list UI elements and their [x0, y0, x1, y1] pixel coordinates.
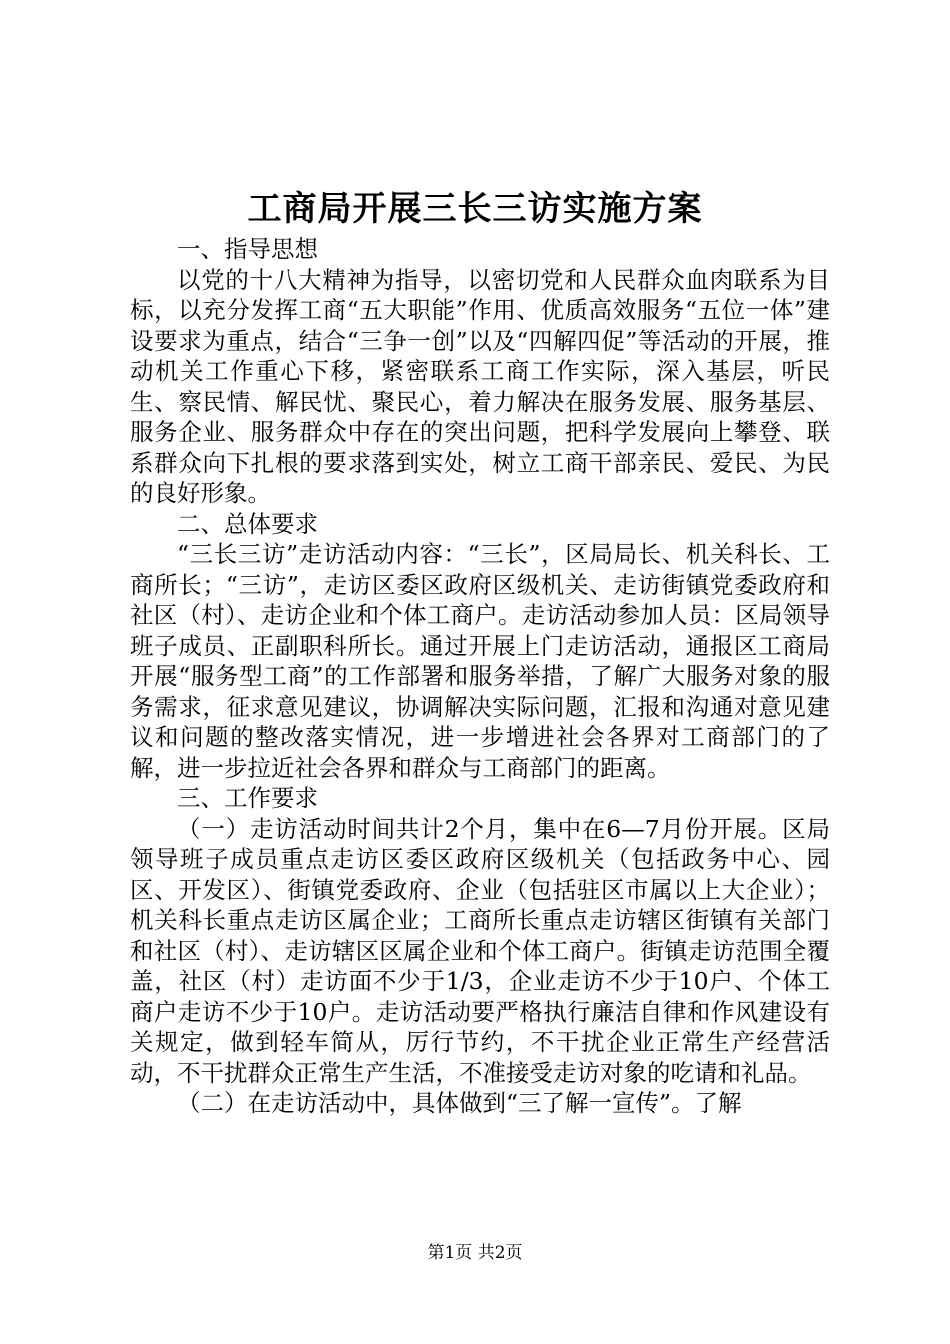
section-heading: 二、总体要求 — [177, 509, 318, 538]
section-heading: 三、工作要求 — [177, 784, 318, 812]
body-paragraph: 以党的十八大精神为指导，以密切党和人民群众血肉联系为目标，以充分发挥工商“五大职能”作用、优质高效服务“五位一体”建设要求为重点，结合“三争一创”以及“四解四促”等活动的开展，推动机关工作重心下移，紧密联系工商工作实际，深入基层，听民生、察民情、解民忧、聚民心，着力解决在服务发展、服务基层、服务企业、服务群众中存在的突出问题，把科学发展向上攀登、联系群众向下扎根的要求落到实处，树立工商干部亲民、爱民、为民的良好形象。 — [130, 265, 830, 507]
page-number: 第1页 共2页 — [427, 1243, 523, 1263]
document-body — [130, 234, 830, 1119]
body-paragraph: “三长三访”走访活动内容：“三长”，区局局长、机关科长、工商所长；“三访”，走访区委区政府区级机关、走访街镇党委政府和社区（村）、走访企业和个体工商户。走访活动参加人员：区局领导班子成员、正副职科所长。通过开展上门走访活动，通报区工商局开展“服务型工商”的工作部署和服务举措，了解广大服务对象的服务需求，征求意见建议，协调解决实际问题，汇报和沟通对意见建议和问题的整改落实情况，进一步增进社会各界对工商部门的了解，进一步拉近社会各界和群众与工商部门的距离。 — [130, 540, 830, 782]
document-title: 工商局开展三长三访实施方案 — [247, 189, 703, 229]
body-paragraph: （一）走访活动时间共计2个月，集中在6—7月份开展。区局领导班子成员重点走访区委区政府区级机关（包括政务中心、园区、开发区）、街镇党委政府、企业（包括驻区市属以上大企业）；机关科长重点走访区属企业；工商所长重点走访辖区街镇有关部门和社区（村）、走访辖区区属企业和个体工商户。街镇走访范围全覆盖，社区（村）走访面不少于1/3，企业走访不少于10户、个体工商户走访不少于10户。走访活动要严格执行廉洁自律和作风建设有关规定，做到轻车简从，厉行节约，不干扰企业正常生产经营活动，不干扰群众正常生产生活，不准接受走访对象的吃请和礼品。 — [130, 814, 830, 1087]
section-heading: 一、指导思想 — [177, 235, 318, 263]
body-paragraph: （二）在走访活动中，具体做到“三了解一宣传”。了解 — [177, 1089, 742, 1117]
